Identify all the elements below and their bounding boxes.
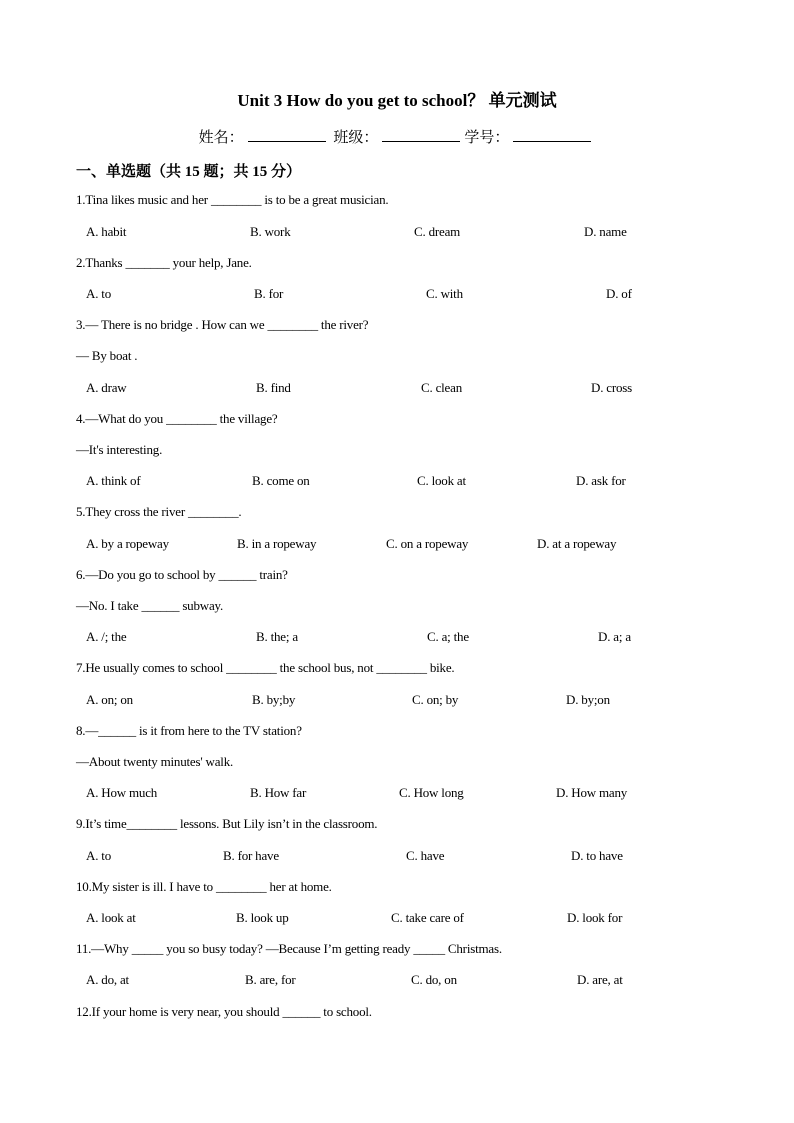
question-text: 1.Tina likes music and her ________ is to be a great musician. (76, 192, 389, 207)
option-d[interactable]: D. look for (567, 910, 623, 925)
option-a[interactable]: A. by a ropeway (86, 536, 169, 551)
option-c[interactable]: C. dream (414, 224, 461, 239)
option-a[interactable]: A. do, at (86, 972, 129, 987)
question-text: 2.Thanks _______ your help, Jane. (76, 255, 252, 270)
option-a[interactable]: A. habit (86, 224, 127, 239)
question-text: —It's interesting. (76, 442, 163, 457)
question-text: —About twenty minutes' walk. (76, 754, 234, 769)
class-label: 班级： (333, 130, 379, 146)
id-label: 学号： (464, 130, 510, 146)
option-a[interactable]: A. draw (86, 380, 127, 395)
option-d[interactable]: D. of (606, 286, 632, 301)
option-d[interactable]: D. by;on (566, 692, 610, 707)
question-text: —No. I take ______ subway. (76, 598, 224, 613)
option-b[interactable]: B. by;by (252, 692, 296, 707)
name-label: 姓名： (198, 130, 244, 146)
question-text: 7.He usually comes to school ________ the school bus, not ________ bike. (76, 660, 455, 675)
option-c[interactable]: C. look at (417, 473, 466, 488)
option-b[interactable]: B. work (250, 224, 291, 239)
option-c[interactable]: C. clean (421, 380, 462, 395)
student-info-row (0, 126, 794, 147)
question-text: 4.—What do you ________ the village? (76, 411, 278, 426)
option-d[interactable]: D. are, at (577, 972, 623, 987)
option-a[interactable]: A. How much (86, 785, 158, 800)
question-text: 10.My sister is ill. I have to ________ her at home. (76, 879, 332, 894)
option-b[interactable]: B. find (256, 380, 291, 395)
option-a[interactable]: A. /; the (86, 629, 127, 644)
option-b[interactable]: B. the; a (256, 629, 298, 644)
option-c[interactable]: C. with (426, 286, 463, 301)
question-text: 5.They cross the river ________. (76, 504, 242, 519)
option-c[interactable]: C. do, on (411, 972, 457, 987)
question-text: 8.—______ is it from here to the TV station? (76, 723, 302, 738)
option-c[interactable]: C. a; the (427, 629, 469, 644)
option-c[interactable]: C. How long (399, 785, 464, 800)
option-c[interactable]: C. take care of (391, 910, 464, 925)
option-d[interactable]: D. to have (571, 848, 623, 863)
option-c[interactable]: C. have (406, 848, 445, 863)
question-text: 6.—Do you go to school by ______ train? (76, 567, 288, 582)
option-d[interactable]: D. ask for (576, 473, 626, 488)
option-d[interactable]: D. at a ropeway (537, 536, 617, 551)
option-a[interactable]: A. on; on (86, 692, 133, 707)
option-c[interactable]: C. on a ropeway (386, 536, 469, 551)
option-d[interactable]: D. How many (556, 785, 628, 800)
option-b[interactable]: B. look up (236, 910, 289, 925)
option-b[interactable]: B. for have (223, 848, 279, 863)
option-d[interactable]: D. cross (591, 380, 633, 395)
option-c[interactable]: C. on; by (412, 692, 459, 707)
option-d[interactable]: D. a; a (598, 629, 631, 644)
option-b[interactable]: B. for (254, 286, 284, 301)
option-b[interactable]: B. in a ropeway (237, 536, 317, 551)
page-title: Unit 3 How do you get to school？ 单元测试 (237, 91, 557, 110)
question-text: 12.If your home is very near, you should ______ to school. (76, 1004, 372, 1019)
question-text: 9.It’s time________ lessons. But Lily isn’t in the classroom. (76, 816, 378, 831)
option-b[interactable]: B. are, for (245, 972, 296, 987)
option-a[interactable]: A. to (86, 848, 112, 863)
id-blank[interactable] (513, 127, 591, 142)
option-b[interactable]: B. How far (250, 785, 307, 800)
name-blank[interactable] (248, 127, 326, 142)
option-b[interactable]: B. come on (252, 473, 310, 488)
question-text: — By boat . (76, 348, 138, 363)
question-text: 11.—Why _____ you so busy today? —Because I’m getting ready _____ Christmas. (76, 941, 502, 956)
option-a[interactable]: A. think of (86, 473, 141, 488)
class-blank[interactable] (382, 127, 460, 142)
section-title: 一、单选题（共 15 题；共 15 分） (76, 164, 302, 180)
option-a[interactable]: A. to (86, 286, 112, 301)
question-text: 3.— There is no bridge . How can we ________ the river? (76, 317, 369, 332)
option-d[interactable]: D. name (584, 224, 627, 239)
option-a[interactable]: A. look at (86, 910, 136, 925)
